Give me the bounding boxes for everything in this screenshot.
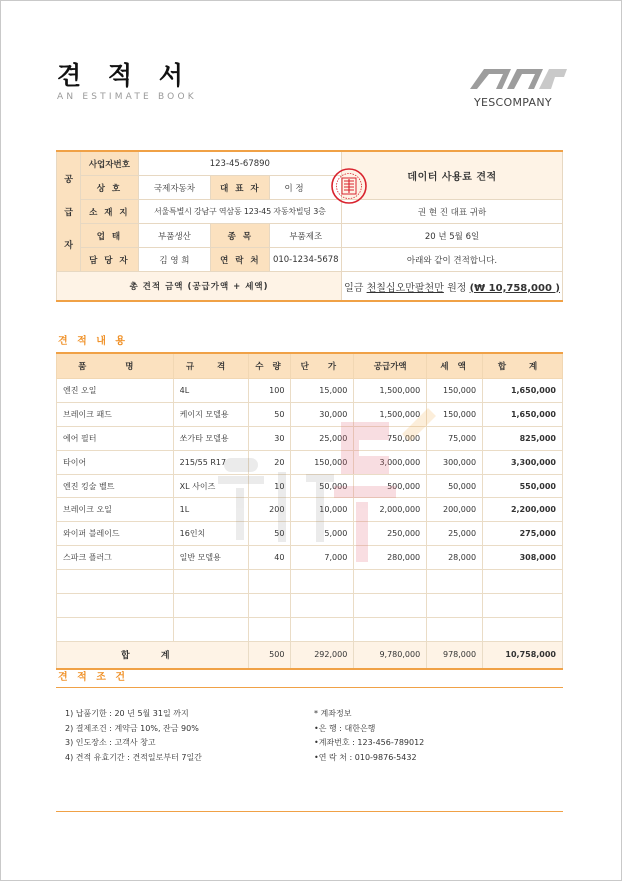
col-spec: 규 격 (173, 353, 248, 379)
item-total: 550,000 (483, 474, 563, 498)
item-row (57, 546, 563, 570)
item-tax (427, 594, 483, 618)
type-label: 업 태 (81, 224, 138, 248)
term-item: 1) 납품기한 : 20 년 5월 31일 까지 (65, 709, 189, 718)
item-qty (248, 594, 291, 618)
document-subtitle: AN ESTIMATE BOOK (57, 92, 197, 102)
terms-top-rule (56, 687, 563, 688)
estimate-date: 20 년 5월 6일 (342, 224, 563, 248)
estimate-subject: 데이터 사용료 견적 (342, 151, 563, 200)
recipient-to: 권 현 진 대표 귀하 (342, 200, 563, 224)
sum-qty: 500 (248, 641, 291, 669)
name-value: 국제자동차 (138, 176, 211, 200)
item-spec: 215/55 R17 (173, 450, 248, 474)
biz-no-value: 123-45-67890 (138, 151, 341, 176)
item-row (57, 498, 563, 522)
item-row (57, 617, 563, 641)
sum-label: 합 계 (57, 641, 249, 669)
item-qty: 200 (248, 498, 291, 522)
item-total: 3,300,000 (483, 450, 563, 474)
item-row (57, 522, 563, 546)
item-name: 스파크 플러그 (57, 546, 174, 570)
bank-info-line: •연 락 처 : 010-9876-5432 (314, 753, 417, 763)
item-unit-price: 10,000 (291, 498, 354, 522)
item-supply (354, 570, 427, 594)
item-tax: 75,000 (427, 426, 483, 450)
item-supply: 1,500,000 (354, 379, 427, 403)
terms-list (65, 707, 202, 766)
item-supply: 1,500,000 (354, 402, 427, 426)
item-unit-price (291, 617, 354, 641)
item-tax: 300,000 (427, 450, 483, 474)
sum-unit-price: 292,000 (291, 641, 354, 669)
supplier-side-label: 공 급 자 (57, 151, 81, 272)
company-name: YESCOMPANY (474, 96, 552, 109)
item-spec (173, 594, 248, 618)
item-qty (248, 617, 291, 641)
item-tax: 200,000 (427, 498, 483, 522)
item-qty: 10 (248, 474, 291, 498)
item-supply (354, 594, 427, 618)
item-row (57, 379, 563, 403)
supplier-table (56, 150, 563, 302)
col-unit-price: 단 가 (291, 353, 354, 379)
items-header-row (57, 353, 563, 379)
item-supply: 3,000,000 (354, 450, 427, 474)
sum-supply: 9,780,000 (354, 641, 427, 669)
item-row (57, 402, 563, 426)
term-item: 2) 결제조건 : 계약금 10%, 잔금 90% (65, 723, 199, 733)
rep-value: 이 정 (270, 176, 342, 200)
col-qty: 수 량 (248, 353, 291, 379)
bank-info-line: * 계좌정보 (314, 709, 352, 718)
item-supply (354, 617, 427, 641)
item-spec: 16인치 (173, 522, 248, 546)
items-section-title: 견 적 내 용 (58, 336, 129, 347)
name-label: 상 호 (81, 176, 138, 200)
item-unit-price: 150,000 (291, 450, 354, 474)
item-unit-price: 7,000 (291, 546, 354, 570)
item-supply: 2,000,000 (354, 498, 427, 522)
item-row (57, 570, 563, 594)
item-unit-price: 5,000 (291, 522, 354, 546)
item-qty: 50 (248, 402, 291, 426)
addr-label: 소 재 지 (81, 200, 138, 224)
item-row (57, 474, 563, 498)
terms-bottom-rule (56, 811, 563, 812)
item-unit-price: 50,000 (291, 474, 354, 498)
contact-label: 연 락 처 (211, 248, 270, 272)
bank-info-line: •계좌번호 : 123-456-789012 (314, 738, 425, 748)
item-unit-price: 15,000 (291, 379, 354, 403)
item-spec: 4L (173, 379, 248, 403)
item-total (483, 570, 563, 594)
item-tax: 150,000 (427, 402, 483, 426)
term-item: 3) 인도장소 : 고객사 창고 (65, 738, 156, 748)
item-total: 1,650,000 (483, 402, 563, 426)
item-unit-price (291, 570, 354, 594)
item-row (57, 450, 563, 474)
col-supply: 공급가액 (354, 353, 427, 379)
item-tax: 50,000 (427, 474, 483, 498)
col-tax: 세 액 (427, 353, 483, 379)
item-name: 엔진 오일 (57, 379, 174, 403)
addr-value: 서울특별시 강남구 역삼동 123-45 자동차빌딩 3층 (138, 200, 341, 224)
item-name: 엔진 킹술 벨트 (57, 474, 174, 498)
item-total: 2,200,000 (483, 498, 563, 522)
item-spec: 일반 모델용 (173, 546, 248, 570)
item-name (57, 570, 174, 594)
item-name: 와이퍼 블레이드 (57, 522, 174, 546)
item-qty: 50 (248, 522, 291, 546)
company-logo-icon (467, 65, 567, 91)
item-tax (427, 617, 483, 641)
col-total: 합 계 (483, 353, 563, 379)
item-qty: 40 (248, 546, 291, 570)
estimate-note: 아래와 같이 견적합니다. (342, 248, 563, 272)
sum-tax: 978,000 (427, 641, 483, 669)
item-supply: 750,000 (354, 426, 427, 450)
sum-total: 10,758,000 (483, 641, 563, 669)
item-spec (173, 617, 248, 641)
item-name: 타이어 (57, 450, 174, 474)
item-name: 브레이크 패드 (57, 402, 174, 426)
total-amount-text: 일금 천칠십오만팔천만 원정 (₩ 10,758,000 ) (342, 272, 563, 302)
item-label: 종 목 (211, 224, 270, 248)
rep-label: 대 표 자 (211, 176, 270, 200)
item-total (483, 594, 563, 618)
item-qty: 30 (248, 426, 291, 450)
person-value: 김 영 희 (138, 248, 211, 272)
bank-info-line: •은 행 : 대한은행 (314, 723, 376, 733)
type-value: 부품생산 (138, 224, 211, 248)
item-value: 부품제조 (270, 224, 342, 248)
item-supply: 280,000 (354, 546, 427, 570)
item-total: 275,000 (483, 522, 563, 546)
item-row (57, 426, 563, 450)
item-total: 308,000 (483, 546, 563, 570)
sum-row (57, 641, 563, 669)
item-unit-price: 25,000 (291, 426, 354, 450)
item-name: 브레이크 오일 (57, 498, 174, 522)
item-spec: 쏘가타 모델용 (173, 426, 248, 450)
seal-stamp-icon (330, 167, 368, 205)
item-total (483, 617, 563, 641)
item-qty: 100 (248, 379, 291, 403)
terms-section-title: 견 적 조 건 (58, 672, 129, 683)
item-unit-price (291, 594, 354, 618)
item-total: 1,650,000 (483, 379, 563, 403)
item-spec: 1L (173, 498, 248, 522)
item-tax (427, 570, 483, 594)
biz-no-label: 사업자번호 (81, 151, 138, 176)
total-amount-label: 총 견적 금액 (공급가액 + 세액) (57, 272, 342, 302)
contact-value: 010-1234-5678 (270, 248, 342, 272)
item-name (57, 617, 174, 641)
items-table (56, 352, 563, 670)
bank-info (314, 707, 424, 766)
item-name: 에어 필터 (57, 426, 174, 450)
person-label: 담 당 자 (81, 248, 138, 272)
item-spec (173, 570, 248, 594)
document-title: 견 적 서 (57, 61, 192, 90)
item-spec: XL 사이즈 (173, 474, 248, 498)
item-supply: 250,000 (354, 522, 427, 546)
item-total: 825,000 (483, 426, 563, 450)
item-name (57, 594, 174, 618)
term-item: 4) 견적 유효기간 : 견적일로부터 7일간 (65, 753, 202, 763)
item-supply: 500,000 (354, 474, 427, 498)
item-spec: 케이지 모델용 (173, 402, 248, 426)
item-tax: 25,000 (427, 522, 483, 546)
col-name: 품 명 (57, 353, 174, 379)
item-unit-price: 30,000 (291, 402, 354, 426)
item-row (57, 594, 563, 618)
item-qty (248, 570, 291, 594)
item-tax: 28,000 (427, 546, 483, 570)
item-qty: 20 (248, 450, 291, 474)
item-tax: 150,000 (427, 379, 483, 403)
